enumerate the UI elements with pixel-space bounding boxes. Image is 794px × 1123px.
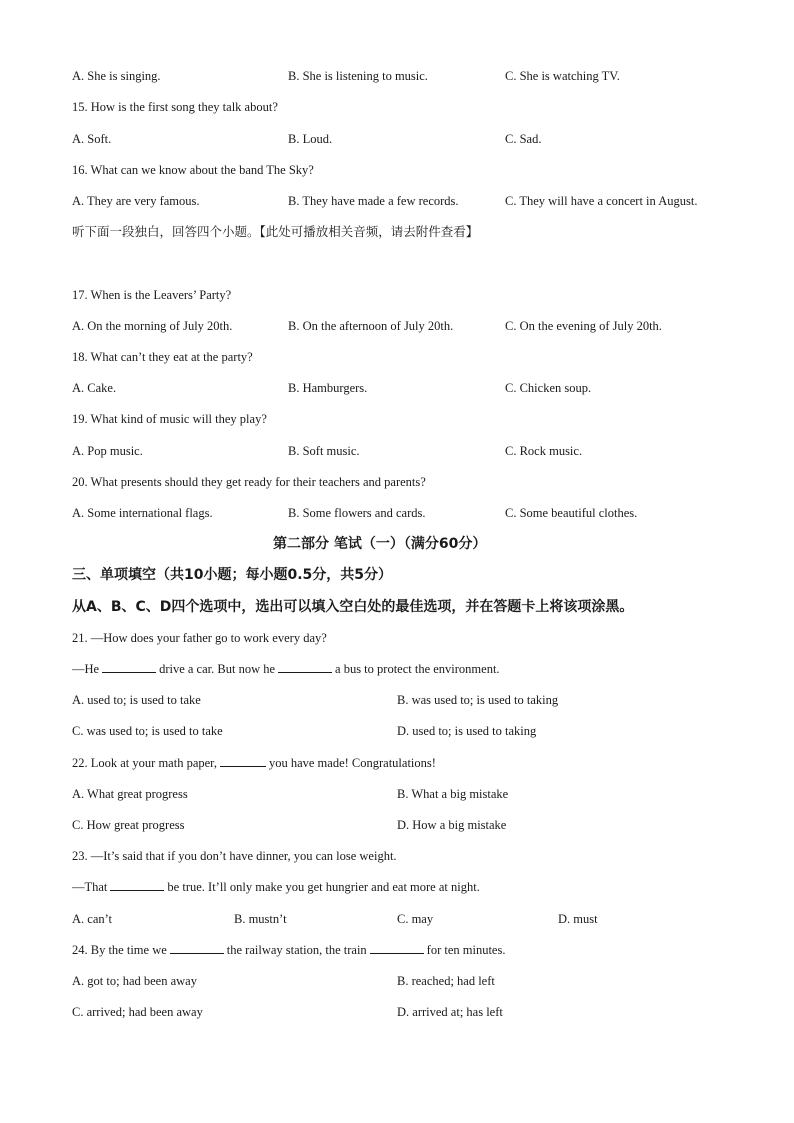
q15-option-a: A. Soft. [72, 132, 112, 146]
q21-option-d: D. used to; is used to taking [397, 724, 537, 738]
q14-option-c: C. She is watching TV. [505, 69, 620, 83]
q23-option-a: A. can’t [72, 912, 113, 926]
q24-stem-part1: 24. By the time we [72, 943, 167, 957]
answer-blank [110, 879, 164, 891]
q18-stem: 18. What can’t they eat at the party? [72, 350, 253, 364]
q22-stem-part1: 22. Look at your math paper, [72, 756, 217, 770]
q17-option-a: A. On the morning of July 20th. [72, 319, 233, 333]
q24-stem-part2: the railway station, the train [226, 943, 367, 957]
q18-option-c: C. Chicken soup. [505, 381, 592, 395]
q23-stem: 23. —It’s said that if you don’t have dinner, you can lose weight. [72, 849, 397, 863]
answer-blank [170, 942, 224, 954]
q21-line2-part1: —He [72, 662, 100, 676]
q22-stem-part2: you have made! Congratulations! [268, 756, 436, 770]
q24-option-c: C. arrived; had been away [72, 1005, 203, 1019]
q14-option-a: A. She is singing. [72, 69, 161, 83]
q20-stem: 20. What presents should they get ready for their teachers and parents? [72, 475, 426, 489]
q19-option-c: C. Rock music. [505, 444, 583, 458]
q21-line2 [72, 661, 500, 677]
q23-option-d: D. must [558, 912, 598, 926]
q16-option-c: C. They will have a concert in August. [505, 194, 698, 208]
q21-line2-part3: a bus to protect the environment. [335, 662, 500, 676]
q16-stem: 16. What can we know about the band The Sky? [72, 163, 314, 177]
q18-option-b: B. Hamburgers. [288, 381, 368, 395]
q16-option-b: B. They have made a few records. [288, 194, 459, 208]
q19-stem: 19. What kind of music will they play? [72, 412, 267, 426]
q15-option-b: B. Loud. [288, 132, 333, 146]
q23-line2 [72, 879, 480, 895]
answer-blank [370, 942, 424, 954]
q21-stem: 21. —How does your father go to work every day? [72, 631, 327, 645]
q17-option-c: C. On the evening of July 20th. [505, 319, 662, 333]
q22-option-a: A. What great progress [72, 787, 188, 801]
q22-option-b: B. What a big mistake [397, 787, 509, 801]
q15-option-c: C. Sad. [505, 132, 542, 146]
q21-option-a: A. used to; is used to take [72, 693, 201, 707]
section3-instruction: 从A、B、C、D四个选项中，选出可以填入空白处的最佳选项，并在答题卡上将该项涂黑。 [72, 599, 634, 615]
q24-option-d: D. arrived at; has left [397, 1005, 503, 1019]
q23-option-c: C. may [397, 912, 434, 926]
q24-option-b: B. reached; had left [397, 974, 495, 988]
part2-title: 第二部分 笔试（一）（满分60分） [273, 536, 487, 552]
answer-blank [102, 661, 156, 673]
q15-stem: 15. How is the first song they talk about? [72, 100, 278, 114]
answer-blank [220, 755, 266, 767]
q18-option-a: A. Cake. [72, 381, 117, 395]
q17-stem: 17. When is the Leavers’ Party? [72, 288, 232, 302]
q16-option-a: A. They are very famous. [72, 194, 200, 208]
q22-option-d: D. How a big mistake [397, 818, 507, 832]
q21-option-b: B. was used to; is used to taking [397, 693, 559, 707]
q21-line2-part2: drive a car. But now he [159, 662, 276, 676]
q24-stem-part3: for ten minutes. [426, 943, 506, 957]
section3-title: 三、单项填空（共10小题；每小题0.5分，共5分） [72, 567, 393, 583]
q20-option-c: C. Some beautiful clothes. [505, 506, 638, 520]
q22-option-c: C. How great progress [72, 818, 185, 832]
monologue-instruction: 听下面一段独白，回答四个小题。【此处可播放相关音频，请去附件查看】 [72, 224, 479, 239]
q14-option-b: B. She is listening to music. [288, 69, 428, 83]
q20-option-b: B. Some flowers and cards. [288, 506, 426, 520]
q24-stem [72, 942, 505, 958]
q20-option-a: A. Some international flags. [72, 506, 213, 520]
q23-line2-part1: —That [72, 880, 108, 894]
q17-option-b: B. On the afternoon of July 20th. [288, 319, 454, 333]
q19-option-b: B. Soft music. [288, 444, 360, 458]
q22-stem [72, 755, 436, 771]
q21-option-c: C. was used to; is used to take [72, 724, 223, 738]
answer-blank [278, 661, 332, 673]
q23-option-b: B. mustn’t [234, 912, 287, 926]
q24-option-a: A. got to; had been away [72, 974, 197, 988]
q23-line2-part2: be true. It’ll only make you get hungrier and eat more at night. [167, 880, 480, 894]
q19-option-a: A. Pop music. [72, 444, 143, 458]
